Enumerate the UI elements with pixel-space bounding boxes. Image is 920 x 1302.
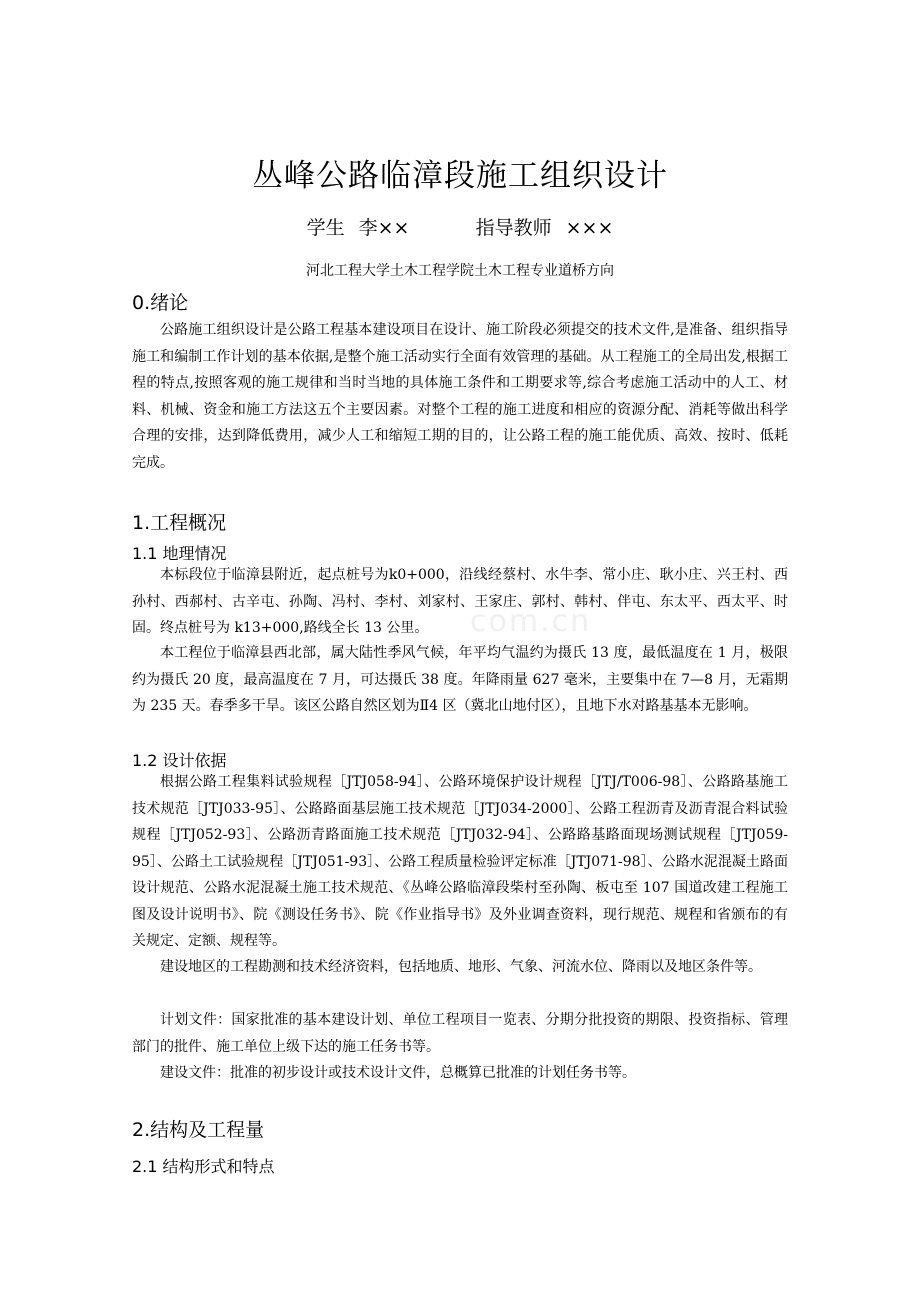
section-1-1-paragraph-2: 本工程位于临漳县西北部，属大陆性季风气候，年平均气温约为摄氏 13 度，最低温度在 1 月，极限约为摄氏 20 度，最高温度在 7 月，可达摄氏 38 度。年降雨量 627 毫米，主要集中在 7—8 月，无霜期为 235 天。春季多干旱。该区公路自然区划为Ⅱ4 区（冀北山地付区），且地下水对路基基本无影响。 [132,645,788,714]
advisor-name: ××× [565,217,614,239]
section-1-2-paragraph-3: 计划文件：国家批准的基本建设计划、单位工程项目一览表、分期分批投资的期限、投资指标、管理部门的批件、施工单位上级下达的施工任务书等。 [132,1012,788,1055]
subsection-heading-2-1: 2.1 结构形式和特点 [132,1157,275,1176]
affiliation: 河北工程大学土木工程学院土木工程专业道桥方向 [306,263,614,279]
subsection-heading-1-2: 1.2 设计依据 [132,751,227,770]
student-name: 李×× [358,217,410,239]
watermark: com.cn [470,604,592,639]
document-title: 丛峰公路临漳段施工组织设计 [252,158,668,194]
section-heading-1: 1.工程概况 [132,512,227,534]
subsection-heading-1-1: 1.1 地理情况 [132,544,227,563]
section-1-2-paragraph-1: 根据公路工程集料试验规程［JTJ058-94］、公路环境保护设计规程［JTJ/T006-98］、公路路基施工技术规范［JTJ033-95］、公路路面基层施工技术规范［JTJ034-2000］、公路工程沥青及沥青混合料试验规程［JTJ052-93］、公路沥青路面施工技术规范［JTJ032-94］、公路路基路面现场测试规程［JTJ059-95］、公路土工试验规程［JTJ051-93］、公路工程质量检验评定标准［JTJ071-98］、公路水泥混凝土路面设计规范、公路水泥混凝土施工技术规范、《丛峰公路临漳段柴村至孙陶、板屯至 107 国道改建工程施工图及设计说明书》、院《测设任务书》、院《作业指导书》及外业调查资料，现行规范、规程和省颁布的有关规定、定额、规程等。 [132,774,788,949]
section-1-2-paragraph-4: 建设文件：批准的初步设计或技术设计文件，总概算已批准的计划任务书等。 [160,1065,636,1081]
section-1-1-paragraph-1: 本标段位于临漳县附近，起点桩号为k0+000，沿线经蔡村、水牛李、常小庄、耿小庄、兴王村、西孙村、西郝村、古辛屯、孙陶、冯村、李村、刘家村、王家庄、郭村、韩村、伴屯、东太平、西太平、时固。终点桩号为 k13+000,路线全长 13 公里。 [132,567,788,636]
student-label: 学生 [306,217,345,239]
section-1-2-paragraph-2: 建设地区的工程勘测和技术经济资料，包括地质、地形、气象、河流水位、降雨以及地区条件等。 [160,959,762,975]
section-0-paragraph: 公路施工组织设计是公路工程基本建设项目在设计、施工阶段必须提交的技术文件,是准备、组织指导施工和编制工作计划的基本依据,是整个施工活动实行全面有效管理的基础。从工程施工的全局出发,根据工程的特点,按照客观的施工规律和当时当地的具体施工条件和工期要求等,综合考虑施工活动中的人工、材料、机械、资金和施工方法这五个主要因素。对整个工程的施工进度和相应的资源分配、消耗等做出科学合理的安排，达到降低费用，减少人工和缩短工期的目的，让公路工程的施工能优质、高效、按时、低耗完成。 [132,322,788,471]
author-line [0,213,920,240]
section-heading-2: 2.结构及工程量 [132,1119,265,1141]
section-heading-0: 0.绪论 [132,292,189,314]
advisor-label: 指导教师 [475,217,552,239]
